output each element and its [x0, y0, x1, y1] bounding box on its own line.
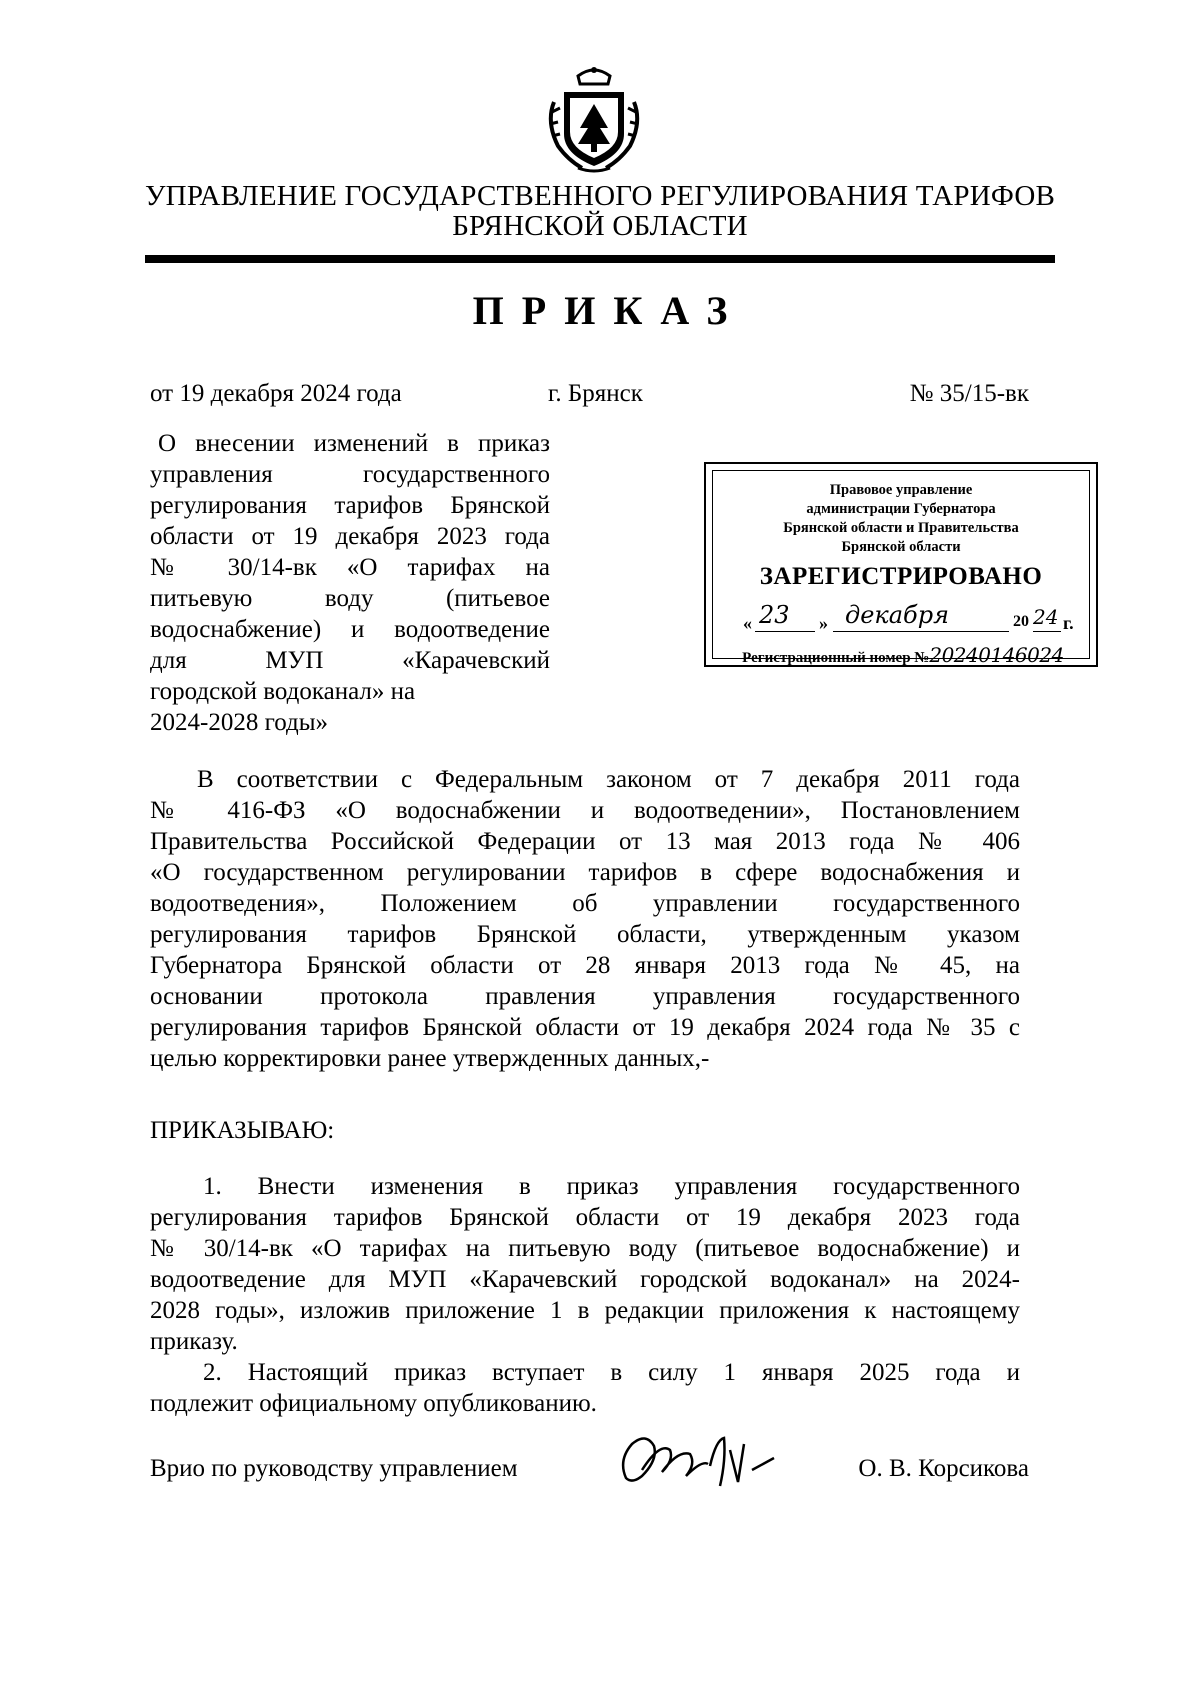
preamble-line: В соответствии с Федеральным законом от 7 декабря 2011 года	[197, 766, 1020, 793]
item-line: № 30/14-вк «О тарифах на питьевую воду (питьевое водоснабжение) и	[150, 1235, 1020, 1262]
coat-of-arms-icon	[538, 62, 650, 174]
document-title: ПРИКАЗ	[472, 288, 746, 333]
preamble-line: «О государственном регулировании тарифов в сфере водоснабжения и	[150, 859, 1020, 886]
org-name-line1: УПРАВЛЕНИЕ ГОСУДАРСТВЕННОГО РЕГУЛИРОВАНИЯ ТАРИФОВ	[144, 180, 1056, 212]
header-divider	[145, 255, 1055, 263]
order-date: от 19 декабря 2024 года	[150, 380, 402, 407]
preamble-line: регулирования тарифов Брянской области, утвержденным указом	[150, 921, 1020, 948]
stamp-line: Брянской области и Правительства	[783, 520, 1019, 536]
subject-line: 2024-2028 годы»	[150, 709, 329, 736]
subject-line: городской водоканал» на	[150, 678, 416, 705]
registration-stamp	[704, 462, 1098, 667]
preamble-line: основании протокола правления управления государственного	[150, 983, 1020, 1010]
signatory-position: Врио по руководству управлением	[150, 1455, 518, 1482]
item-line: приказу.	[150, 1328, 238, 1355]
stamp-year-suffix: 24	[1033, 605, 1059, 629]
subject-line: водоснабжение) и водоотведение	[150, 616, 550, 643]
preamble-line: Губернатора Брянской области от 28 января 2013 года № 45, на	[150, 952, 1020, 979]
subject-line: регулирования тарифов Брянской	[150, 492, 550, 519]
stamp-line: Брянской области	[841, 539, 961, 555]
preamble-line: Правительства Российской Федерации от 13 мая 2013 года № 406	[150, 828, 1020, 855]
subject-line: О внесении изменений в приказ	[158, 430, 550, 457]
order-city: г. Брянск	[548, 380, 643, 407]
item-line: водоотведение для МУП «Карачевский городской водоканал» на 2024-	[150, 1266, 1020, 1293]
preamble-line: регулирования тарифов Брянской области от 19 декабря 2024 года № 35 с	[150, 1014, 1020, 1041]
preamble	[150, 764, 1020, 1074]
subject-line: области от 19 декабря 2023 года	[150, 523, 550, 550]
order-number: № 35/15-вк	[909, 380, 1029, 407]
subject-line: питьевую воду (питьевое	[150, 585, 550, 612]
stamp-line: администрации Губернатора	[806, 501, 996, 517]
signatory-name: О. В. Корсикова	[858, 1455, 1029, 1482]
item-line: подлежит официальному опубликованию.	[150, 1390, 597, 1417]
item-line: 2028 годы», изложив приложение 1 в редакции приложения к настоящему	[150, 1297, 1020, 1324]
stamp-number-row	[723, 643, 1083, 667]
preamble-line: № 416-ФЗ «О водоснабжении и водоотведении», Постановлением	[150, 797, 1020, 824]
orders-label: ПРИКАЗЫВАЮ:	[150, 1117, 335, 1144]
stamp-reg-label: Регистрационный номер №	[742, 650, 930, 666]
stamp-date-row: « 23 » декабря 20 24 г.	[743, 601, 1074, 633]
item-line: регулирования тарифов Брянской области от 19 декабря 2023 года	[150, 1204, 1020, 1231]
stamp-line: Правовое управление	[829, 482, 973, 498]
org-name-line2: БРЯНСКОЙ ОБЛАСТИ	[452, 210, 748, 242]
preamble-line: целью корректировки ранее утвержденных данных,-	[150, 1045, 710, 1072]
handwritten-signature	[612, 1420, 782, 1500]
stamp-day: 23	[759, 601, 790, 629]
subject-line: управления государственного	[150, 461, 550, 488]
subject-line: № 30/14-вк «О тарифах на	[150, 554, 550, 581]
stamp-reg-number: 20240146024	[929, 643, 1064, 667]
order-items	[150, 1171, 1020, 1419]
item-line: 2. Настоящий приказ вступает в силу 1 января 2025 года и	[203, 1359, 1020, 1386]
stamp-month: декабря	[845, 601, 949, 629]
preamble-line: водоотведения», Положением об управлении государственного	[150, 890, 1020, 917]
item-line: 1. Внести изменения в приказ управления государственного	[203, 1173, 1020, 1200]
stamp-year-unit: г.	[1063, 613, 1074, 633]
stamp-registered: ЗАРЕГИСТРИРОВАНО	[759, 563, 1043, 590]
stamp-year-prefix: 20	[1013, 613, 1029, 630]
order-subject	[150, 428, 550, 738]
subject-line: для МУП «Карачевский	[150, 647, 550, 674]
